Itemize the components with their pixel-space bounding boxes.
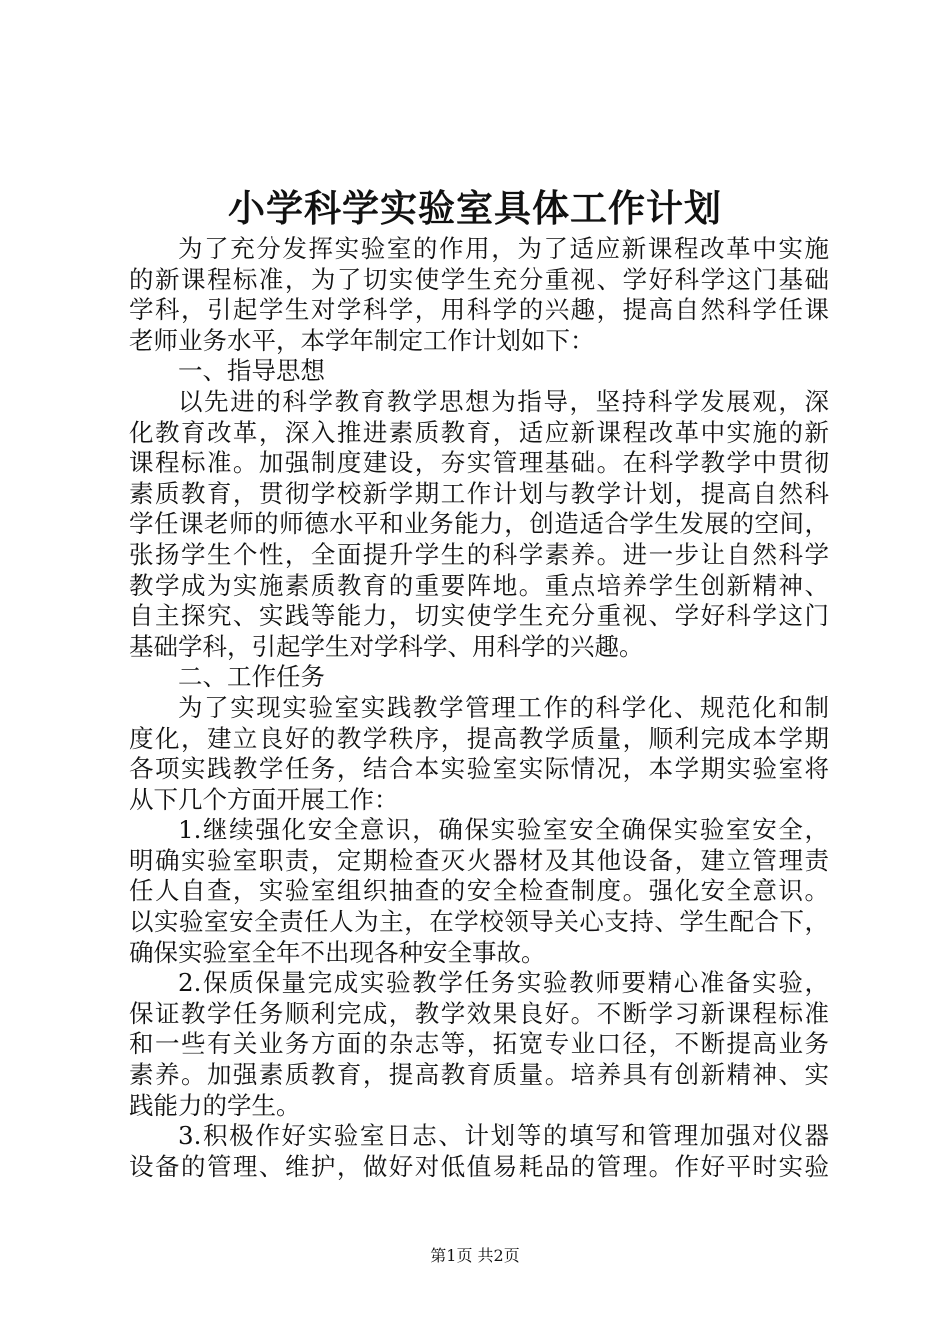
paragraph-line: 为了充分发挥实验室的作用，为了适应新课程改革中实施 (178, 234, 829, 263)
paragraph-line: 的新课程标准，为了切实使学生充分重视、学好科学这门基础 (129, 264, 829, 294)
paragraph-line: 化教育改革，深入推进素质教育，适应新课程改革中实施的新 (129, 417, 829, 447)
paragraph-line: 张扬学生个性，全面提升学生的科学素养。进一步让自然科学 (129, 539, 829, 569)
section-heading: 一、指导思想 (178, 356, 325, 386)
page-number-footer: 第1页 共2页 (430, 1246, 520, 1265)
paragraph-line: 设备的管理、维护，做好对低值易耗品的管理。作好平时实验 (129, 1151, 829, 1181)
paragraph-line: 为了实现实验室实践教学管理工作的科学化、规范化和制 (178, 692, 829, 722)
document-title: 小学科学实验室具体工作计划 (228, 186, 722, 230)
paragraph-line: 2.保质保量完成实验教学任务实验教师要精心准备实验， (178, 968, 829, 998)
paragraph-line: 保证教学任务顺利完成，教学效果良好。不断学习新课程标准 (129, 998, 829, 1028)
paragraph-line: 度化，建立良好的教学秩序，提高教学质量，顺利完成本学期 (129, 723, 829, 753)
paragraph-line: 从下几个方面开展工作： (129, 784, 399, 814)
paragraph-line: 教学成为实施素质教育的重要阵地。重点培养学生创新精神、 (129, 570, 829, 600)
paragraph-line: 基础学科，引起学生对学科学、用科学的兴趣。 (129, 631, 644, 661)
paragraph-line: 以先进的科学教育教学思想为指导，坚持科学发展观，深 (178, 386, 829, 416)
paragraph-line: 任人自查，实验室组织抽查的安全检查制度。强化安全意识。 (129, 876, 829, 906)
paragraph-line: 老师业务水平，本学年制定工作计划如下： (129, 325, 595, 355)
section-heading: 二、工作任务 (178, 662, 325, 692)
paragraph-line: 自主探究、实践等能力，切实使学生充分重视、学好科学这门 (129, 601, 829, 631)
paragraph-line: 1.继续强化安全意识，确保实验室安全确保实验室安全， (178, 815, 829, 845)
paragraph-line: 素质教育，贯彻学校新学期工作计划与教学计划，提高自然科 (129, 478, 829, 508)
paragraph-line: 素养。加强素质教育，提高教育质量。培养具有创新精神、实 (129, 1060, 829, 1090)
paragraph-line: 明确实验室职责，定期检查灭火器材及其他设备，建立管理责 (129, 845, 829, 875)
paragraph-line: 3.积极作好实验室日志、计划等的填写和管理加强对仪器 (178, 1121, 829, 1151)
paragraph-line: 学任课老师的师德水平和业务能力，创造适合学生发展的空间， (129, 509, 829, 539)
document-body (129, 234, 829, 1182)
paragraph-line: 践能力的学生。 (129, 1090, 301, 1120)
paragraph-line: 学科，引起学生对学科学，用科学的兴趣，提高自然科学任课 (129, 295, 829, 325)
paragraph-line: 课程标准。加强制度建设，夯实管理基础。在科学教学中贯彻 (129, 448, 829, 478)
paragraph-line: 和一些有关业务方面的杂志等，拓宽专业口径，不断提高业务 (129, 1029, 829, 1059)
paragraph-line: 确保实验室全年不出现各种安全事故。 (129, 937, 546, 967)
paragraph-line: 以实验室安全责任人为主，在学校领导关心支持、学生配合下， (129, 907, 829, 937)
paragraph-line: 各项实践教学任务，结合本实验室实际情况，本学期实验室将 (129, 754, 829, 784)
